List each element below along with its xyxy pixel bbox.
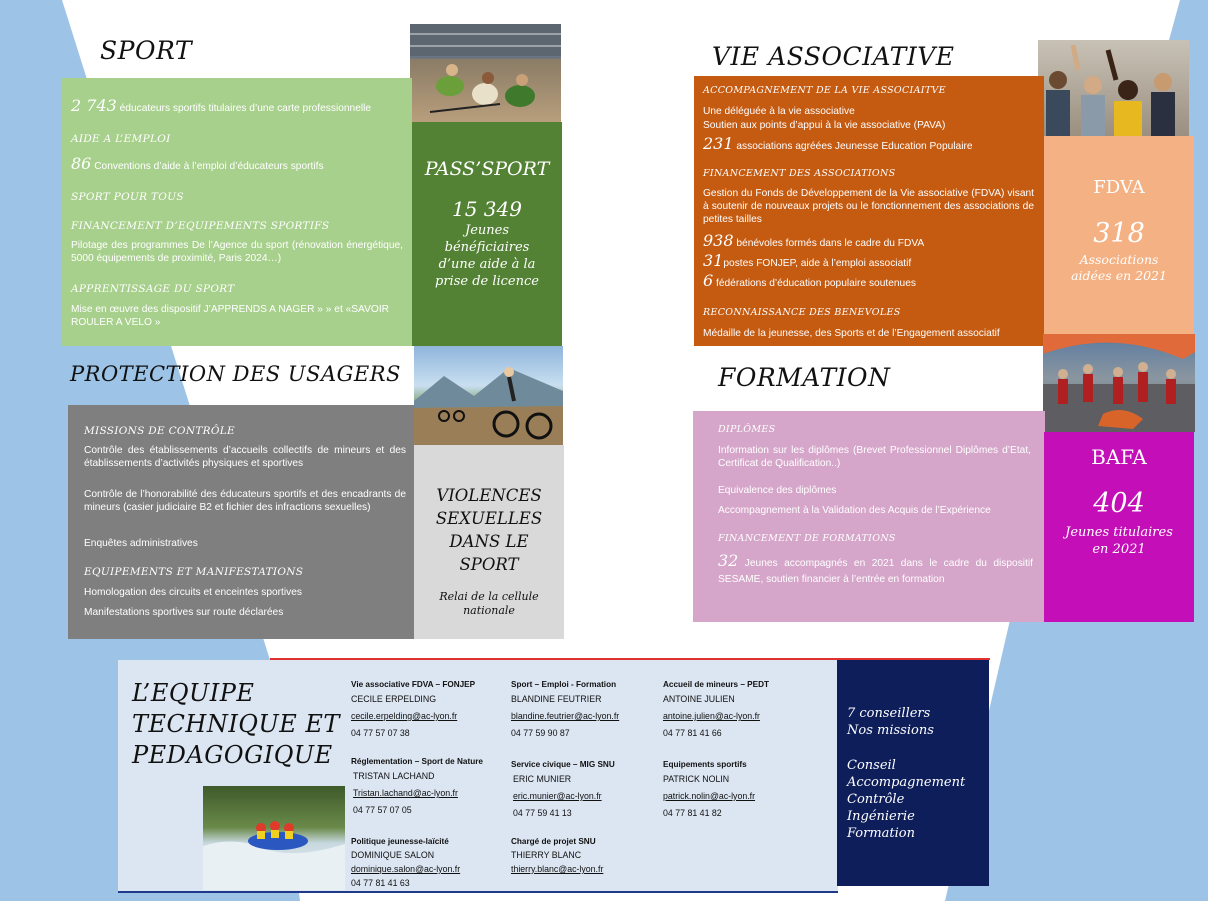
sport-carte-text: éducateurs sportifs titulaires d’une carte professionnelle — [116, 103, 372, 114]
passsport-text: Jeunes bénéficiaires d’une aide à la prise de licence — [435, 223, 539, 289]
equip-2: Manifestations sportives sur route déclarées — [84, 607, 284, 618]
mission-item: Formation — [847, 826, 916, 841]
formation-fin-title: FINANCEMENT DE FORMATIONS — [718, 533, 896, 544]
bafa-panel — [1044, 432, 1194, 622]
contact-4 — [351, 757, 506, 816]
vie-fin-3 — [703, 251, 1038, 271]
vie-panel — [694, 76, 1044, 346]
formation-dip-2: Equivalence des diplômes — [718, 485, 837, 496]
contact-phone: 04 77 59 41 13 — [513, 808, 572, 818]
formation-dip-title: DIPLÔMES — [718, 424, 776, 435]
mission-2: Contrôle de l’honorabilité des éducateurs sportifs et des encadrants de mineurs (casier judiciaire B2 et fichier des infractions sexuelles) — [84, 489, 406, 513]
sport-aide-num: 86 — [71, 154, 92, 173]
vie-acc-1: Une déléguée à la vie associative — [703, 106, 855, 117]
vie-acc-title: ACCOMPAGNEMENT DE LA VIE ASSOCIAITVE — [703, 85, 946, 96]
mission-3: Enquêtes administratives — [84, 538, 198, 549]
contact-email-link[interactable]: eric.munier@ac-lyon.fr — [513, 791, 602, 801]
violences-text: Relai de la cellule nationale — [439, 590, 539, 617]
missions-box-count: 7 conseillers — [847, 706, 931, 721]
contact-phone: 04 77 59 90 87 — [511, 728, 570, 738]
formation-fin-1-text: Jeunes accompagnés en 2021 dans le cadre du dispositif SESAME, soutien financier à l’entrée en formation — [718, 558, 1033, 585]
sport-fin-text: Pilotage des programmes De l’Agence du sport (rénovation énergétique, 5000 équipements de proximité, Paris 2024…) — [71, 240, 403, 264]
contact-phone: 04 77 57 07 38 — [351, 728, 410, 738]
contact-name: TRISTAN LACHAND — [353, 771, 435, 781]
contact-name: PATRICK NOLIN — [663, 774, 730, 784]
contact-role: Vie associative FDVA – FONJEP — [351, 680, 476, 689]
vie-fin-4-num: 6 — [703, 271, 714, 290]
bafa-title: BAFA — [1091, 445, 1147, 469]
contact-email-link[interactable]: dominique.salon@ac-lyon.fr — [351, 864, 461, 874]
sport-app-text: Mise en œuvre des dispositif J’APPRENDS A NAGER » » et «SAVOIR ROULER A VELO » — [71, 304, 390, 328]
sport-carte-line — [71, 96, 406, 116]
sport-photo — [410, 24, 561, 122]
contact-name: ERIC MUNIER — [513, 774, 572, 784]
contact-phone: 04 77 81 41 63 — [351, 878, 410, 888]
rafting-photo — [203, 786, 345, 890]
sport-tous-title: SPORT POUR TOUS — [71, 191, 184, 203]
formation-fin-1-num: 32 — [718, 551, 739, 570]
contact-role: Sport – Emploi - Formation — [511, 680, 617, 689]
vie-fin-2-num: 938 — [703, 231, 734, 250]
vie-fin-4-text: fédérations d’éducation populaire soutenues — [713, 278, 916, 289]
vie-acc-3 — [703, 134, 1038, 154]
contact-phone: 04 77 81 41 82 — [663, 808, 722, 818]
contact-email-link[interactable]: Tristan.lachand@ac-lyon.fr — [353, 788, 458, 798]
contact-3 — [663, 680, 833, 739]
vie-fin-1: Gestion du Fonds de Développement de la Vie associative (FDVA) visant à soutenir de nouveaux projets ou le fonctionnement des associations de petites tailles — [703, 188, 1034, 225]
contact-name: CECILE ERPELDING — [351, 694, 437, 704]
formation-photo — [1043, 334, 1195, 432]
sport-carte-num: 2 743 — [71, 96, 117, 115]
bafa-text: Jeunes titulaires en 2021 — [1065, 525, 1173, 557]
violences-title: VIOLENCES SEXUELLES DANS LE SPORT — [435, 486, 543, 574]
vie-fin-4 — [703, 271, 1038, 291]
vie-fin-2-text: bénévoles formés dans le cadre du FDVA — [733, 238, 925, 249]
team-title-line-3: PEDAGOGIQUE — [132, 741, 333, 769]
team-title-line-1: L’EQUIPE — [132, 679, 255, 707]
team-title-line-2: TECHNIQUE ET — [132, 710, 340, 738]
mission-1: Contrôle des établissements d’accueils collectifs de mineurs et des établissements d’activités physiques et sportives — [84, 445, 406, 469]
contact-6 — [663, 760, 833, 819]
formation-title: FORMATION — [718, 363, 891, 392]
equip-1: Homologation des circuits et enceintes sportives — [84, 587, 303, 598]
mission-item: Ingénierie — [847, 809, 915, 824]
fdva-text: Associations aidées en 2021 — [1071, 252, 1167, 283]
protection-panel — [68, 405, 414, 639]
sport-title: SPORT — [100, 36, 193, 65]
protection-photo — [414, 346, 563, 445]
protection-title: PROTECTION DES USAGERS — [70, 362, 401, 386]
contact-name: BLANDINE FEUTRIER — [511, 694, 602, 704]
contact-role: Réglementation – Sport de Nature — [351, 757, 483, 766]
vie-photo — [1038, 40, 1189, 136]
contact-role: Politique jeunesse-laïcité — [351, 837, 449, 846]
contact-1 — [351, 680, 501, 739]
missions-title: MISSIONS DE CONTRÔLE — [84, 425, 235, 437]
mission-item: Contrôle — [847, 792, 905, 807]
vie-acc-3-num: 231 — [703, 134, 734, 153]
contact-email-link[interactable]: blandine.feutrier@ac-lyon.fr — [511, 711, 620, 721]
vie-rec-title: RECONNAISSANCE DES BENEVOLES — [703, 307, 901, 318]
sport-fin-title: FINANCEMENT D’EQUIPEMENTS SPORTIFS — [71, 220, 330, 232]
sport-app-title: APPRENTISSAGE DU SPORT — [71, 283, 235, 295]
fdva-panel — [1044, 136, 1194, 334]
bafa-num: 404 — [1093, 488, 1145, 519]
vie-rec-1: Médaille de la jeunesse, des Sports et de l’Engagement associatif — [703, 328, 1000, 339]
mission-item: Conseil — [847, 758, 896, 773]
vie-fin-title: FINANCEMENT DES ASSOCIATIONS — [703, 168, 896, 179]
contact-email-link[interactable]: cecile.erpelding@ac-lyon.fr — [351, 711, 458, 721]
team-bottom-line — [118, 891, 838, 893]
vie-title: VIE ASSOCIATIVE — [712, 42, 955, 71]
sport-aide-line — [71, 154, 406, 174]
violences-panel — [414, 445, 564, 639]
sport-aide-text: Conventions d’aide à l’emploi d’éducateurs sportifs — [91, 161, 324, 172]
sport-aide-title: AIDE A L’EMPLOI — [71, 133, 171, 145]
vie-fin-2 — [703, 231, 1038, 251]
equip-title: EQUIPEMENTS ET MANIFESTATIONS — [84, 566, 304, 578]
contact-role: Equipements sportifs — [663, 760, 747, 769]
passsport-panel — [412, 122, 562, 346]
contact-name: DOMINIQUE SALON — [351, 850, 435, 860]
vie-fin-3-text: postes FONJEP, aide à l’emploi associatif — [723, 258, 912, 269]
formation-panel — [693, 411, 1045, 622]
missions-box-header — [847, 705, 934, 739]
vie-acc-2: Soutien aux points d’appui à la vie associative (PAVA) — [703, 120, 946, 131]
fdva-title: FDVA — [1093, 177, 1145, 198]
missions-list — [847, 757, 965, 842]
contact-5 — [511, 760, 661, 819]
contact-name: ANTOINE JULIEN — [663, 694, 735, 704]
sport-panel — [62, 78, 412, 346]
contact-name: THIERRY BLANC — [511, 850, 582, 860]
contact-phone: 04 77 81 41 66 — [663, 728, 722, 738]
contact-8 — [511, 837, 661, 875]
vie-fin-3-num: 31 — [703, 251, 724, 270]
vie-acc-3-text: associations agréées Jeunesse Education Populaire — [733, 141, 973, 152]
formation-dip-3: Accompagnement à la Validation des Acquis de l’Expérience — [718, 505, 991, 516]
contact-7 — [351, 837, 506, 889]
formation-dip-1: Information sur les diplômes (Brevet Professionnel Diplômes d’Etat, Certificat de Qualification..) — [718, 445, 1031, 469]
passsport-title: PASS’SPORT — [424, 158, 550, 180]
formation-fin-1 — [718, 553, 1033, 586]
missions-box-label: Nos missions — [847, 723, 934, 738]
passsport-num: 15 349 — [452, 197, 522, 221]
contact-email-link[interactable]: antoine.julien@ac-lyon.fr — [663, 711, 760, 721]
fdva-num: 318 — [1093, 218, 1145, 249]
contact-role: Accueil de mineurs – PEDT — [663, 680, 770, 689]
contact-2 — [511, 680, 661, 739]
contact-role: Service civique – MIG SNU — [511, 760, 615, 769]
mission-item: Accompagnement — [847, 775, 966, 790]
contact-role: Chargé de projet SNU — [511, 837, 596, 846]
team-title — [132, 678, 340, 771]
missions-box — [837, 660, 989, 886]
contact-email-link[interactable]: thierry.blanc@ac-lyon.fr — [511, 864, 604, 874]
contact-email-link[interactable]: patrick.nolin@ac-lyon.fr — [663, 791, 756, 801]
contact-phone: 04 77 57 07 05 — [353, 805, 412, 815]
